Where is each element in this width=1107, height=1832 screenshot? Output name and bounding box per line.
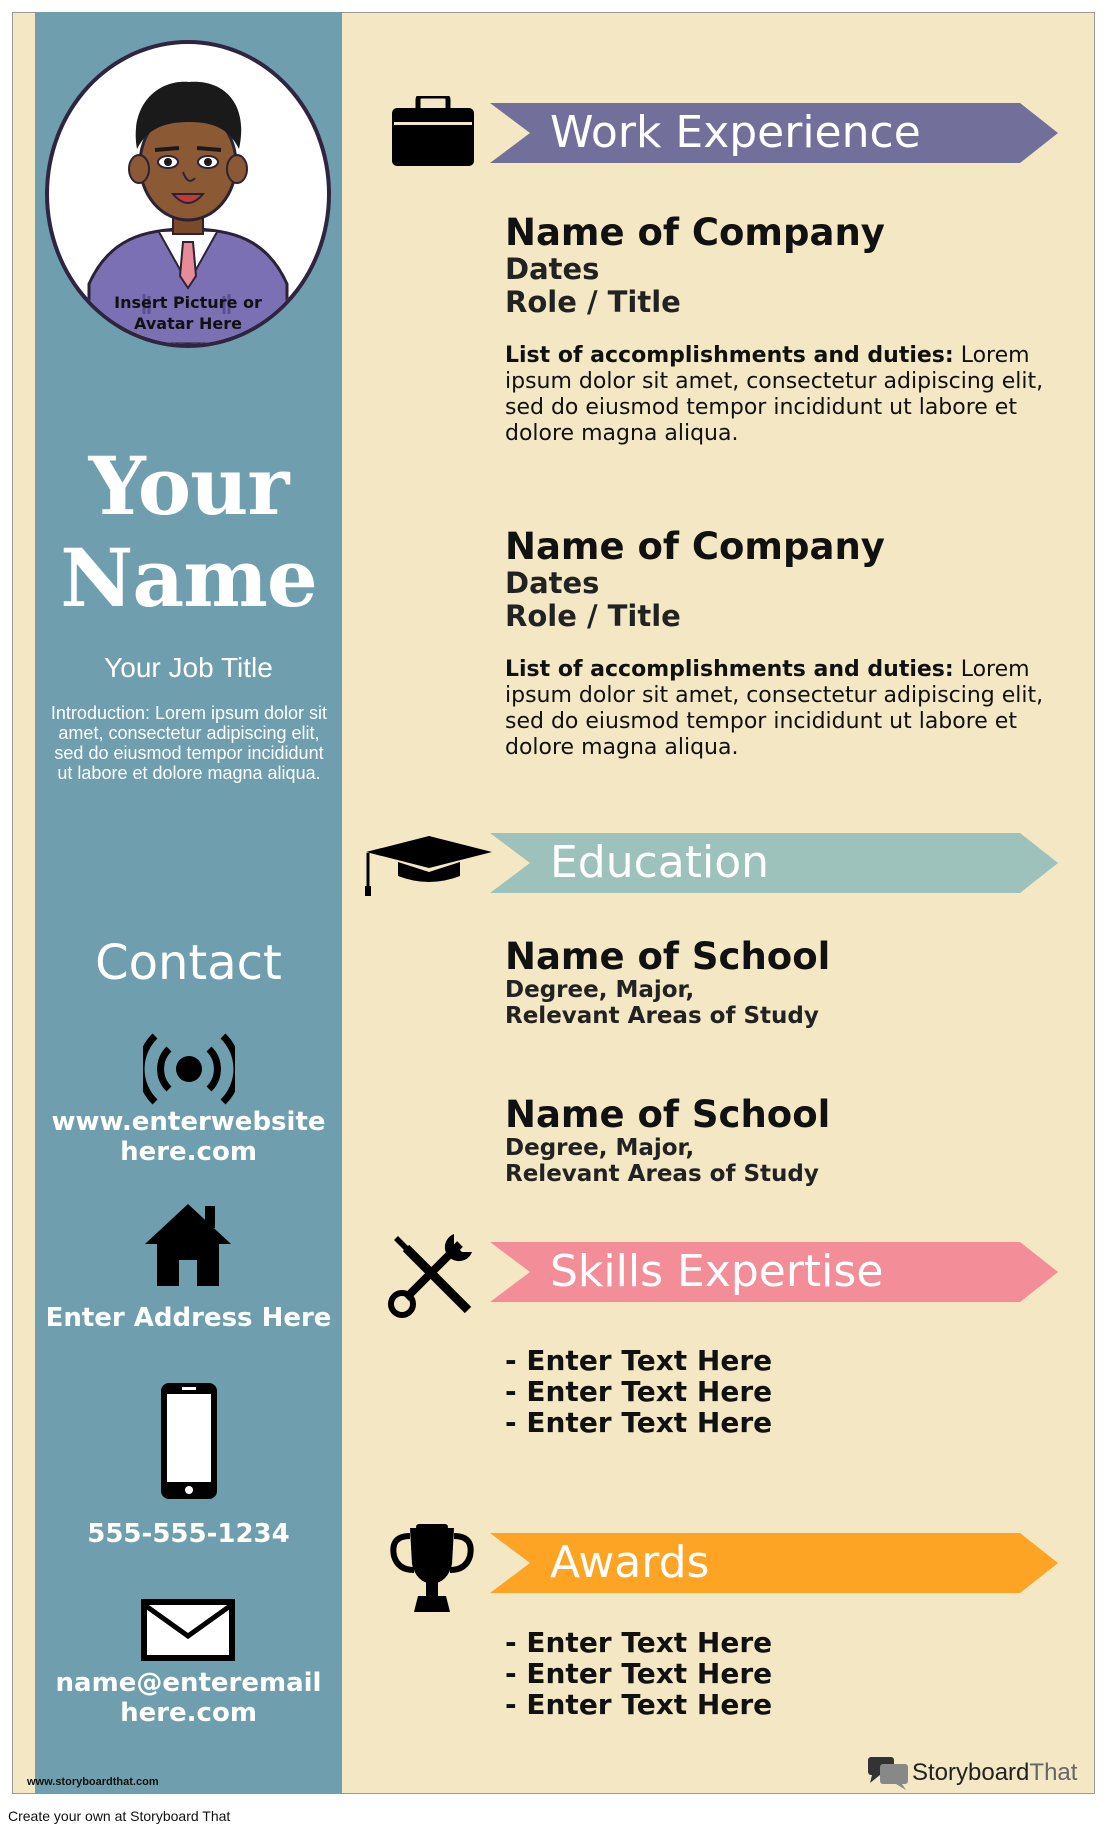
awards-item: - Enter Text Here — [505, 1688, 773, 1721]
work-experience-banner — [490, 103, 1058, 163]
duties-label: List of accomplishments and duties: — [505, 343, 954, 368]
duties-label: List of accomplishments and duties: — [505, 657, 954, 682]
duties-text: Lorem ipsum dolor sit amet, consectetur adipiscing elit, sed do eiusmod tempor incididunt ut labore et dolore magna aliqua. — [505, 657, 1044, 760]
awards-banner — [490, 1533, 1058, 1593]
your-name — [35, 440, 342, 624]
company-name: Name of Company — [505, 525, 885, 568]
work-dates: Dates — [505, 566, 600, 600]
work-dates: Dates — [505, 252, 600, 286]
education-heading: Education — [550, 837, 770, 888]
email-line2: here.com — [120, 1698, 257, 1728]
work-role: Role / Title — [505, 285, 681, 319]
envelope-icon — [140, 1598, 236, 1662]
create-your-own-link[interactable]: Create your own at Storyboard That — [8, 1808, 231, 1824]
website-line1: www.enterwebsite — [51, 1107, 326, 1137]
skills-item: - Enter Text Here — [505, 1344, 773, 1377]
email-text — [35, 1668, 342, 1728]
name-line2: Name — [60, 531, 317, 625]
education-banner — [490, 833, 1058, 893]
email-line1: name@enteremail — [55, 1668, 322, 1698]
awards-item: - Enter Text Here — [505, 1657, 773, 1690]
skills-item: - Enter Text Here — [505, 1375, 773, 1408]
skills-item: - Enter Text Here — [505, 1406, 773, 1439]
watermark-url: www.storyboardthat.com — [27, 1776, 159, 1788]
awards-heading: Awards — [550, 1537, 710, 1588]
skills-banner — [490, 1242, 1058, 1302]
work-duties — [505, 343, 1045, 447]
briefcase-icon — [392, 96, 474, 166]
avatar-caption-line2: Avatar Here — [134, 314, 242, 333]
trophy-icon — [388, 1522, 476, 1614]
school-name: Name of School — [505, 1093, 831, 1136]
education-entry-1 — [505, 937, 830, 1029]
brand-bold: Storyboard — [912, 1759, 1030, 1786]
brand-light: That — [1029, 1759, 1078, 1786]
duties-text: Lorem ipsum dolor sit amet, consectetur adipiscing elit, sed do eiusmod tempor incididunt ut labore et dolore magna aliqua. — [505, 343, 1044, 446]
skills-heading: Skills Expertise — [550, 1246, 884, 1297]
awards-list — [505, 1627, 772, 1720]
awards-item: - Enter Text Here — [505, 1626, 773, 1659]
graduation-cap-icon — [362, 836, 496, 896]
avatar-caption-line1: Insert Picture or — [114, 293, 262, 312]
brand-name — [912, 1759, 1077, 1787]
website-line2: here.com — [120, 1137, 257, 1167]
school-name: Name of School — [505, 935, 831, 978]
storyboardthat-logo[interactable] — [866, 1753, 1086, 1793]
school-degree: Degree, Major, — [505, 977, 695, 1003]
speech-bubbles-icon — [866, 1755, 910, 1791]
education-entry-2 — [505, 1095, 830, 1187]
work-duties — [505, 657, 1045, 761]
work-entry-2 — [505, 527, 1045, 761]
company-name: Name of Company — [505, 211, 885, 254]
work-entry-1 — [505, 213, 1045, 447]
school-degree: Degree, Major, — [505, 1135, 695, 1161]
broadcast-icon — [143, 1030, 235, 1108]
school-study: Relevant Areas of Study — [505, 1003, 819, 1029]
school-study: Relevant Areas of Study — [505, 1161, 819, 1187]
website-text — [35, 1107, 342, 1167]
phone-text: 555-555-1234 — [87, 1519, 290, 1549]
contact-heading: Contact — [95, 935, 282, 991]
introduction: Introduction: Lorem ipsum dolor sit amet, consectetur adipiscing elit, sed do eiusmod tempor incididunt ut labore et dolore magna aliqua. — [50, 703, 328, 783]
job-title: Your Job Title — [104, 652, 273, 683]
address-text: Enter Address Here — [45, 1303, 332, 1333]
work-experience-heading: Work Experience — [550, 107, 921, 158]
tools-icon — [388, 1230, 476, 1318]
house-icon — [145, 1202, 231, 1286]
work-role: Role / Title — [505, 599, 681, 633]
name-line1: Your — [88, 439, 289, 533]
phone-icon — [160, 1382, 218, 1500]
avatar-caption — [45, 292, 331, 334]
skills-list — [505, 1345, 772, 1438]
